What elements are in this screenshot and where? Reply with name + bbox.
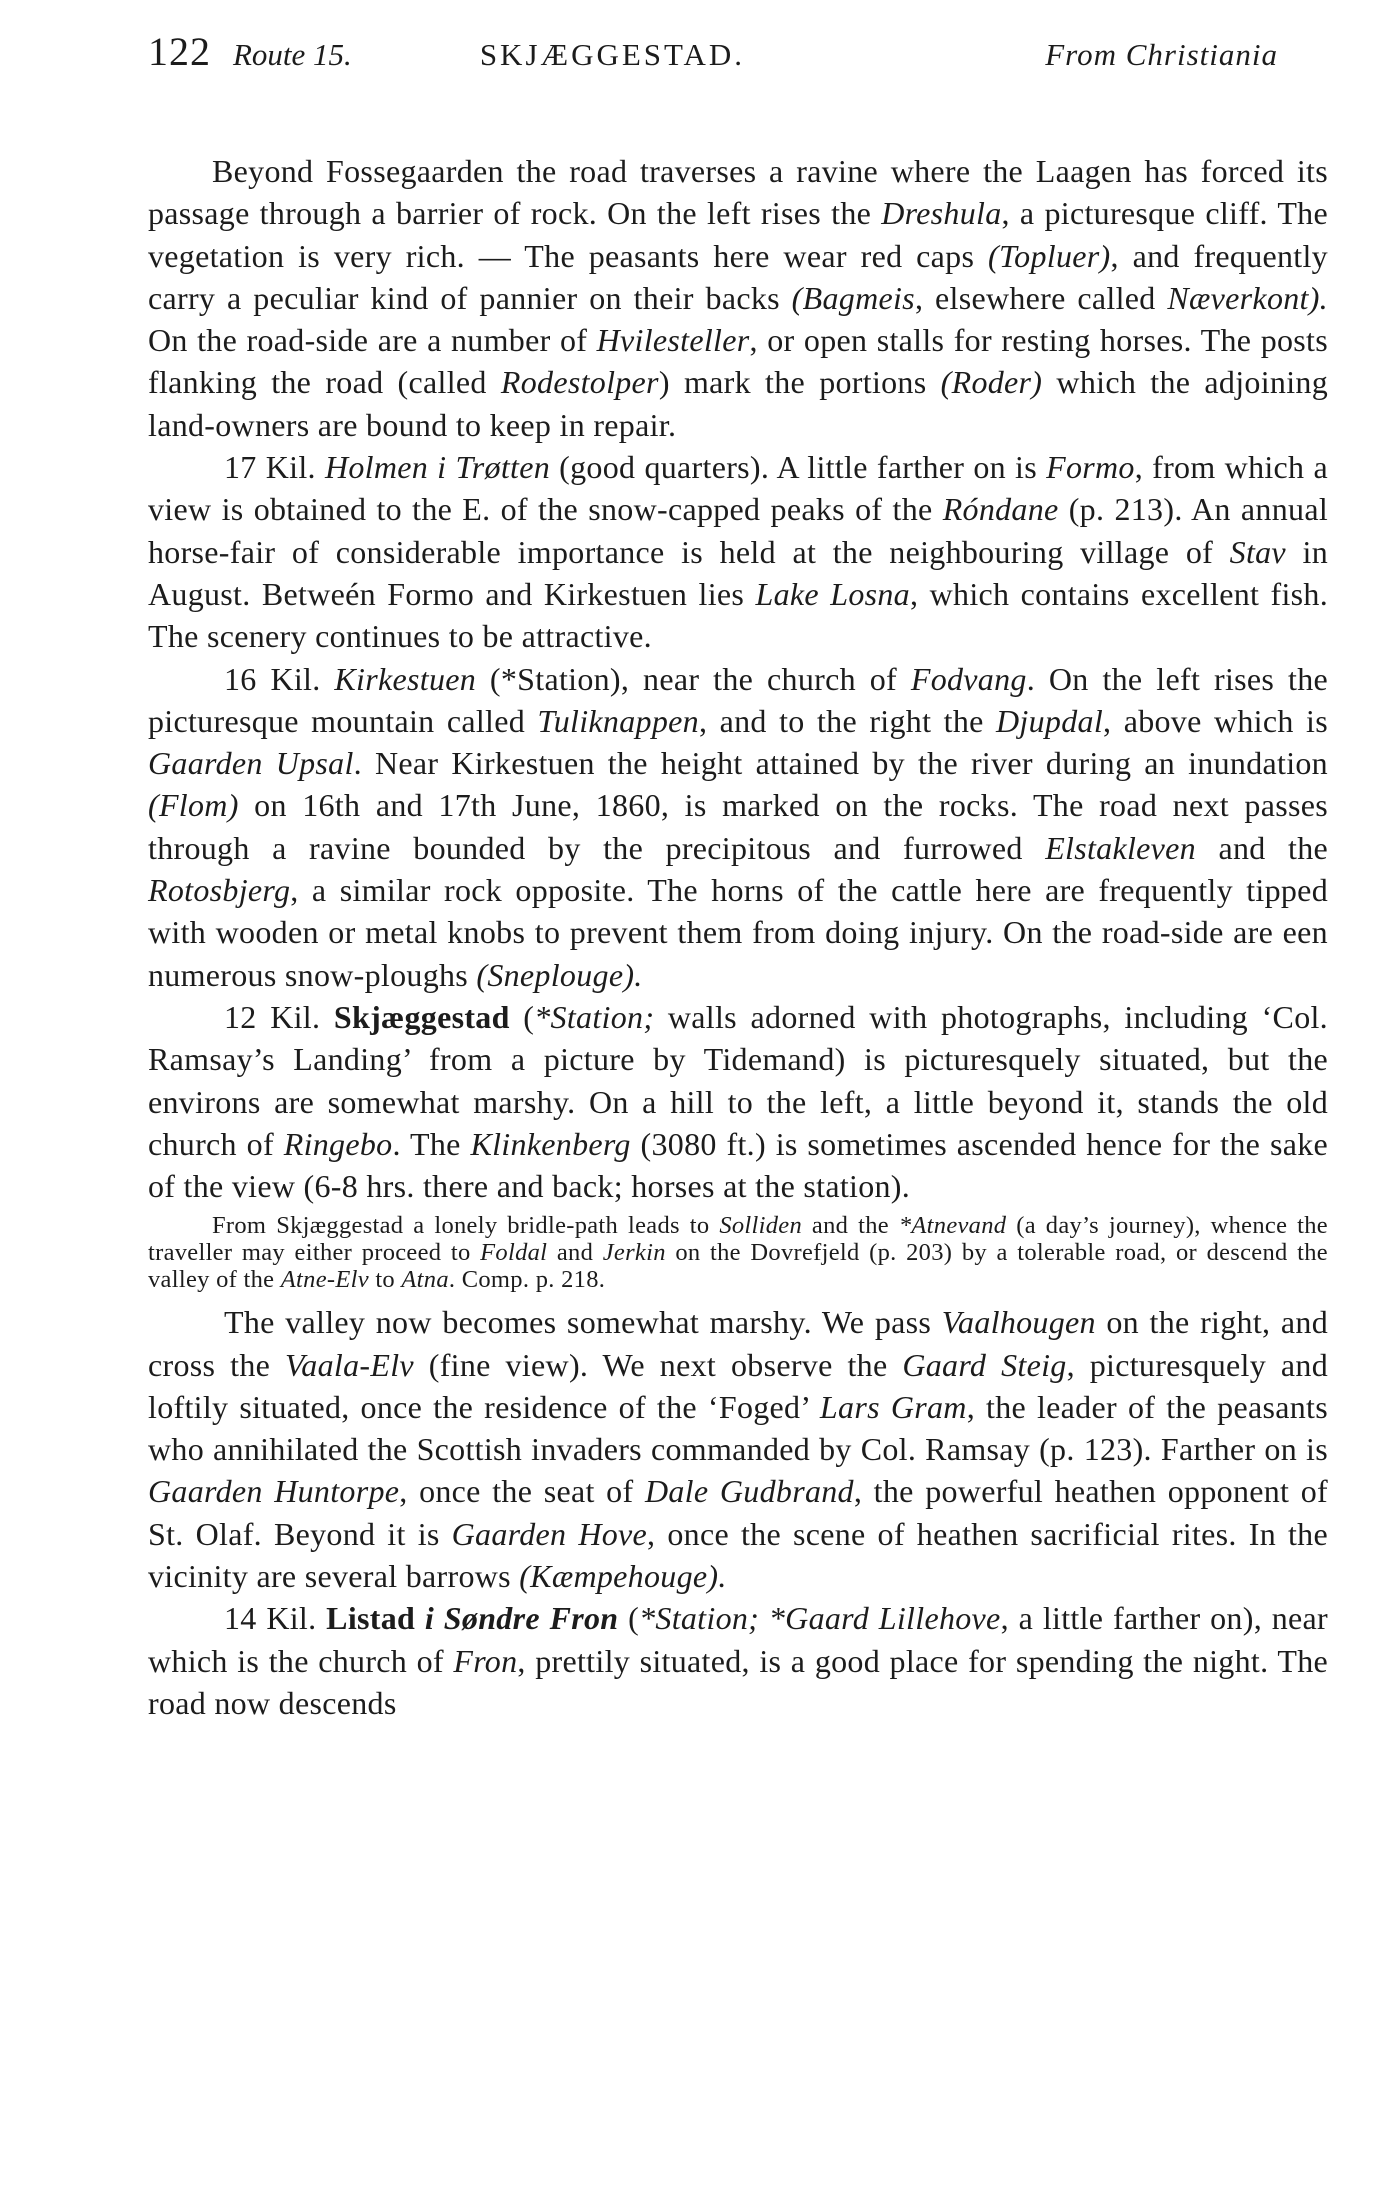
text-run: on the Dovrefjeld (p. 203) by a tolerable road, or descend the valley of the xyxy=(148,1239,1328,1293)
italic-text: Ringebo xyxy=(283,1125,393,1162)
page-title: SKJÆGGESTAD. xyxy=(479,37,745,72)
italic-text: *Station; *Gaard Lillehove xyxy=(639,1600,1001,1637)
text-run: , and frequently carry a peculiar kind of pannier on their backs xyxy=(148,237,1328,316)
text-run: 12 Kil. xyxy=(224,998,334,1035)
italic-text: Fodvang xyxy=(910,660,1027,697)
italic-text: Fron xyxy=(453,1642,518,1679)
text-run: and the xyxy=(802,1212,899,1240)
italic-text: Atne-Elv xyxy=(280,1265,369,1293)
text-run: , once the seat of xyxy=(399,1473,645,1510)
italic-text: Gaarden Hove xyxy=(451,1515,648,1552)
text-run: . On the left rises the picturesque mountain called xyxy=(148,660,1328,739)
italic-text: Elstakleven xyxy=(1045,829,1196,866)
text-run: (a day’s journey), whence the traveller may either proceed to xyxy=(148,1212,1328,1267)
text-run: (*Station), near the church of xyxy=(476,660,911,697)
text-run: (3080 ft.) is sometimes ascended hence for the sake of the view (6-8 hrs. there and back; horses at the station). xyxy=(148,1125,1329,1205)
italic-text: Gaarden Upsal xyxy=(148,745,354,782)
italic-text: Rodestolper xyxy=(500,364,659,401)
text-run xyxy=(415,1600,425,1636)
text-run: The valley now becomes somewhat marshy. We pass xyxy=(224,1304,942,1341)
text-run: (good quarters). A little farther on is xyxy=(550,449,1047,486)
text-run: 14 Kil. xyxy=(224,1600,327,1637)
bold-text: Listad xyxy=(326,1600,416,1637)
italic-text: *Atnevand xyxy=(898,1212,1007,1240)
italic-text: Dreshula xyxy=(881,195,1002,232)
italic-text: Lars Gram xyxy=(819,1388,967,1425)
small-print-note xyxy=(148,1213,1328,1293)
running-head xyxy=(148,28,1278,84)
italic-text: Gaard Steig xyxy=(902,1346,1067,1383)
text-run: to xyxy=(368,1265,402,1293)
italic-text: Klinkenberg xyxy=(470,1125,631,1162)
text-run: , and to the right the xyxy=(698,702,997,739)
route-label: Route 15. xyxy=(233,37,352,72)
text-run: , once the scene of heathen sacrificial rites. In the vicinity are several barrows xyxy=(148,1515,1328,1594)
italic-text: Rotosbjerg xyxy=(148,872,291,909)
italic-text: (Sneplouge). xyxy=(476,956,643,993)
running-head-from: From Christiania xyxy=(1045,37,1278,72)
text-run: which the adjoining land-owners are bound to keep in repair. xyxy=(148,364,1329,443)
italic-text: Hvilesteller xyxy=(596,322,750,359)
italic-text: (Kæmpehouge). xyxy=(519,1557,727,1594)
paragraph xyxy=(148,446,1328,657)
italic-text: Vaala-Elv xyxy=(285,1346,414,1383)
text-run: , a similar rock opposite. The horns of the cattle here are frequently tipped with wooden or metal knobs to prevent them from doing injury. On the road-side are een numerous snow-ploughs xyxy=(148,872,1328,993)
text-run: and the xyxy=(1195,829,1328,866)
text-run: On the road-side are a number of xyxy=(148,322,597,359)
italic-text: (Flom) xyxy=(148,787,239,824)
italic-text: Kirkestuen xyxy=(334,660,477,697)
text-run: 17 Kil. xyxy=(224,449,325,486)
bold-text: i Søndre Fron xyxy=(424,1600,619,1637)
text-run: , from which a view is obtained to the E. of the snow-capped peaks of the xyxy=(148,449,1328,528)
italic-text: (Bagmeis xyxy=(791,279,915,316)
text-run: , prettily situated, is a good place for spending the night. The road now descends xyxy=(148,1642,1328,1721)
italic-text: Foldal xyxy=(480,1239,548,1267)
text-run: walls adorned with photographs, including ‘Col. Ramsay’s Landing’ from a picture by Tidemand) is picturesquely situated, but the environs are somewhat marshy. On a hill to the left, a little beyond it, stands the old church of xyxy=(148,998,1328,1162)
text-run: ) mark the portions xyxy=(658,364,941,401)
text-run: , the leader of the peasants who annihilated the Scottish invaders commanded by Col. Ramsay (p. 123). Farther on is xyxy=(148,1388,1328,1468)
italic-text: Róndane xyxy=(942,491,1059,528)
text-run: . The xyxy=(392,1125,471,1162)
text-run: Beyond Fossegaarden the road traverses a ravine where the Laagen has forced its passage through a barrier of rock. On the left rises the xyxy=(148,153,1328,232)
italic-text: Dale Gudbrand xyxy=(644,1473,854,1510)
text-run: on the right, and cross the xyxy=(148,1304,1328,1383)
text-run: ( xyxy=(618,1600,640,1637)
text-run: , or open stalls for resting horses. The posts flanking the road (called xyxy=(148,322,1328,401)
paragraph xyxy=(148,1301,1328,1597)
text-run: , a little farther on), near which is the church of xyxy=(148,1600,1328,1679)
text-run: ( xyxy=(509,998,535,1035)
italic-text: Tuliknappen xyxy=(537,702,699,739)
paragraph xyxy=(148,996,1328,1207)
text-run: on 16th and 17th June, 1860, is marked on the rocks. The road next passes through a ravine bounded by the precipitous and furrowed xyxy=(148,787,1328,866)
italic-text: Næverkont). xyxy=(1167,279,1328,316)
paragraph xyxy=(148,1597,1328,1724)
text-run: , which contains excellent fish. The scenery continues to be attractive. xyxy=(148,575,1329,655)
text-run: and xyxy=(547,1239,603,1267)
body-text xyxy=(148,150,1328,1724)
italic-text: Holmen i Trøtten xyxy=(324,449,551,486)
text-run: in August. Betweén Formo and Kirkestuen lies xyxy=(148,533,1328,612)
text-run: From Skjæggestad a lonely bridle-path leads to xyxy=(212,1212,720,1240)
italic-text: Jerkin xyxy=(602,1239,666,1267)
text-run: , picturesquely and loftily situated, once the residence of the ‘Foged’ xyxy=(148,1346,1328,1425)
page-number: 122 xyxy=(148,29,211,74)
italic-text: Vaalhougen xyxy=(941,1304,1096,1341)
text-run: , the powerful heathen opponent of St. Olaf. Beyond it is xyxy=(148,1473,1329,1552)
paragraph xyxy=(148,658,1328,996)
text-run: . Near Kirkestuen the height attained by the river during an inundation xyxy=(353,745,1328,782)
text-run: . Comp. p. 218. xyxy=(448,1265,606,1293)
bold-text: Skjæggestad xyxy=(333,998,510,1035)
paragraph xyxy=(148,150,1328,446)
text-run: (fine view). We next observe the xyxy=(413,1346,903,1383)
italic-text: *Station; xyxy=(534,998,655,1035)
italic-text: Stav xyxy=(1229,533,1286,570)
italic-text: Gaarden Huntorpe xyxy=(148,1473,400,1510)
text-run: , a picturesque cliff. The vegetation is very rich. — The peasants here wear red caps xyxy=(148,195,1328,274)
italic-text: Lake Losna xyxy=(755,575,910,612)
text-run: , above which is xyxy=(1103,702,1328,739)
italic-text: Solliden xyxy=(719,1212,803,1240)
italic-text: Formo xyxy=(1046,449,1135,486)
italic-text: (Roder) xyxy=(940,364,1043,401)
text-run: (p. 213). An annual horse-fair of considerable importance is held at the neighbouring village of xyxy=(148,491,1329,570)
italic-text: Djupdal xyxy=(996,702,1104,739)
italic-text: Atna xyxy=(401,1265,449,1293)
text-run: 16 Kil. xyxy=(224,660,335,697)
italic-text: (Topluer) xyxy=(988,237,1111,274)
text-run: , elsewhere called xyxy=(914,279,1168,316)
